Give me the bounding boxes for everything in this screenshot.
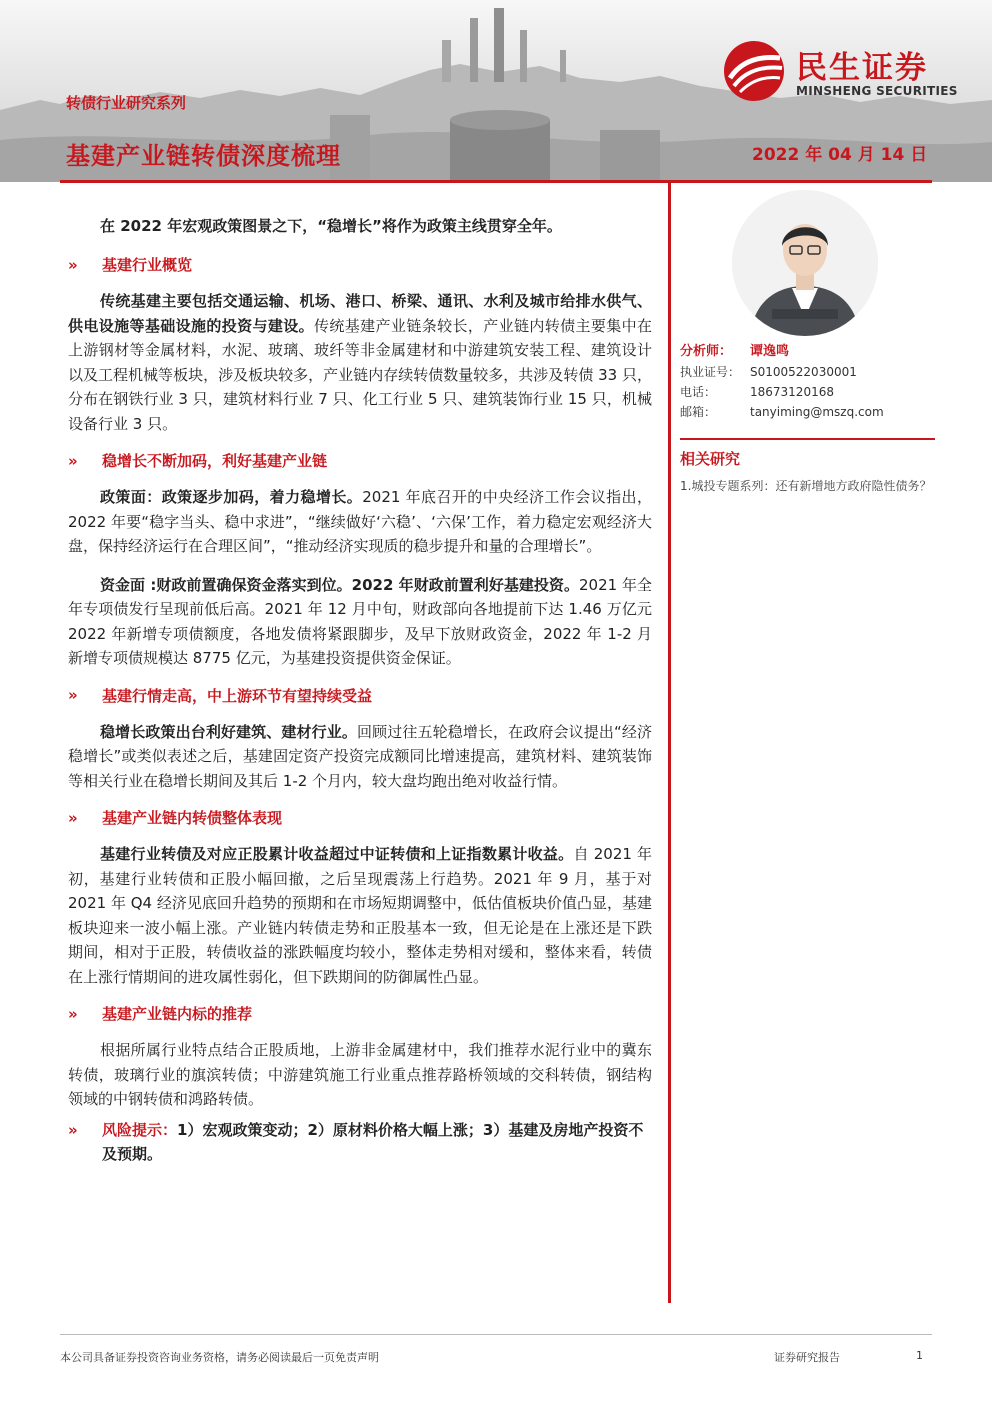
paragraph-bold: 资金面 :财政前置确保资金落实到位。2022 年财政前置利好基建投资。 bbox=[100, 575, 579, 594]
related-research-title: 相关研究 bbox=[680, 450, 741, 468]
paragraph-text: 2021 年全年专项债发行呈现前低后高。2021 年 12 月中旬，财政部向各地提前下达 1.46 万亿元 2022 年新增专项债额度，各地发债将紧跟脚步，及早下放财政资金，2022 年 1-2 月新增专项债规模达 8775 亿元，为基建投资提供资金保证。 bbox=[68, 575, 652, 667]
section-label: 基建行业概览 bbox=[102, 256, 193, 274]
phone-value: 18673120168 bbox=[750, 385, 834, 399]
section-heading bbox=[68, 685, 652, 706]
column-divider bbox=[668, 183, 671, 1303]
minsheng-swoosh-icon bbox=[720, 38, 792, 104]
analyst-photo bbox=[732, 190, 878, 336]
section-label: 稳增长不断加码，利好基建产业链 bbox=[102, 452, 328, 470]
paragraph bbox=[68, 289, 652, 436]
section-heading bbox=[68, 1003, 652, 1024]
footer-divider bbox=[60, 1334, 932, 1335]
risk-warning bbox=[68, 1118, 652, 1167]
paragraph bbox=[68, 720, 652, 794]
minsheng-logo bbox=[720, 38, 970, 104]
phone-label: 电话： bbox=[680, 385, 717, 399]
paragraph-text: 根据所属行业特点结合正股质地，上游非金属建材中，我们推荐水泥行业中的冀东转债，玻璃行业的旗滨转债；中游建筑施工行业重点推荐路桥领域的交科转债，钢结构领域的中钢转债和鸿路转债。 bbox=[68, 1041, 652, 1108]
header-banner bbox=[0, 0, 992, 182]
analyst-name: 谭逸鸣 bbox=[750, 344, 790, 359]
paragraph-bold: 稳增长政策出台利好建筑、建材行业。 bbox=[100, 722, 357, 741]
footer-report-type: 证券研究报告 bbox=[774, 1351, 840, 1364]
page-title: 基建产业链转债深度梳理 bbox=[66, 142, 341, 170]
section-label: 基建行情走高，中上游环节有望持续受益 bbox=[102, 686, 373, 705]
section-label: 基建产业链内标的推荐 bbox=[102, 1005, 253, 1023]
section-heading bbox=[68, 450, 652, 471]
paragraph bbox=[68, 485, 652, 559]
report-date: 2022 年 04 月 14 日 bbox=[752, 145, 928, 165]
section-label: 基建产业链内转债整体表现 bbox=[102, 809, 283, 827]
chevron-right-icon: » bbox=[68, 255, 78, 274]
paragraph-text: 自 2021 年初，基建行业转债和正股小幅回撤，之后呈现震荡上行趋势。2021 年 9 月，基于对 2021 年 Q4 经济见底回升趋势的预期和在市场短期调整中，低估值板块价值凸显，基建板块迎来一波小幅上涨。产业链内转债走势和正股基本一致，但无论是在上涨还是下跌期间，相对于正股，转债收益的涨跌幅度均较小，整体走势相对缓和，整体来看，转债在上涨行情期间的进攻属性弱化，但下跌期间的防御属性凸显。 bbox=[68, 845, 652, 986]
email-link[interactable]: tanyiming@mszq.com bbox=[750, 405, 884, 419]
chevron-right-icon: » bbox=[68, 451, 78, 470]
sidebar-divider bbox=[680, 438, 935, 440]
logo-text-cn: 民生证券 bbox=[796, 50, 928, 86]
page-number: 1 bbox=[916, 1349, 923, 1362]
paragraph-bold: 政策面：政策逐步加码，着力稳增长。 bbox=[100, 488, 363, 506]
paragraph-text: 2021 年底召开的中央经济工作会议指出，2022 年要“稳字当头、稳中求进”，“继续做好‘六稳’、‘六保’工作，着力稳定宏观经济大盘，保持经济运行在合理区间”，“推动经济实现质的稳步提升和量的合理增长”。 bbox=[68, 488, 652, 555]
chevron-right-icon: » bbox=[68, 808, 78, 827]
analyst-role-label: 分析师： bbox=[680, 344, 733, 359]
analyst-email-row bbox=[680, 402, 936, 422]
section-heading bbox=[68, 807, 652, 828]
paragraph-text: 回顾过往五轮稳增长，在政府会议提出“经济稳增长”或类似表述之后，基建固定资产投资完成额同比增速提高，建筑材料、建筑装饰等相关行业在稳增长期间及其后 1-2 个月内，较大盘均跑出绝对收益行情。 bbox=[68, 722, 652, 790]
logo-text-en: MINSHENG SECURITIES bbox=[796, 84, 958, 98]
series-label: 转债行业研究系列 bbox=[66, 94, 187, 112]
paragraph bbox=[68, 1038, 652, 1112]
paragraph bbox=[68, 573, 652, 671]
paragraph bbox=[68, 842, 652, 989]
paragraph-bold: 传统基建主要包括交通运输、机场、港口、桥梁、通讯、水利及城市给排水供气、供电设施等基础设施的投资与建设。 bbox=[68, 292, 652, 335]
chevron-right-icon: » bbox=[68, 686, 78, 704]
paragraph-text: 传统基建产业链条较长，产业链内转债主要集中在上游钢材等金属材料，水泥、玻璃、玻纤等非金属建材和中游建筑安装工程、建筑设计以及工程机械等板块，涉及板块较多，产业链内存续转债数量较多，共涉及转债 33 只，分布在钢铁行业 3 只，建筑材料行业 7 只、化工行业 5 只、建筑装饰行业 15 只，机械设备行业 3 只。 bbox=[68, 316, 652, 433]
cert-label: 执业证号： bbox=[680, 365, 741, 379]
main-content bbox=[68, 214, 652, 1167]
paragraph-bold: 基建行业转债及对应正股累计收益超过中证转债和上证指数累计收益。 bbox=[100, 845, 574, 863]
cert-value: S0100522030001 bbox=[750, 365, 857, 379]
analyst-info bbox=[680, 342, 936, 422]
lead-sentence: 在 2022 年宏观政策图景之下，“稳增长”将作为政策主线贯穿全年。 bbox=[100, 217, 562, 235]
header-divider bbox=[60, 180, 932, 183]
chevron-right-icon: » bbox=[68, 1120, 78, 1139]
analyst-portrait bbox=[732, 190, 878, 336]
footer-disclaimer: 本公司具备证券投资咨询业务资格，请务必阅读最后一页免责声明 bbox=[60, 1351, 379, 1364]
risk-text: 1）宏观政策变动；2）原材料价格大幅上涨；3）基建及房地产投资不及预期。 bbox=[102, 1120, 644, 1163]
analyst-cert-row bbox=[680, 362, 936, 382]
section-heading bbox=[68, 254, 652, 275]
analyst-phone-row bbox=[680, 382, 936, 402]
chevron-right-icon: » bbox=[68, 1004, 78, 1023]
analyst-name-row bbox=[680, 342, 936, 362]
email-label: 邮箱： bbox=[680, 405, 717, 419]
related-research-item[interactable]: 1.城投专题系列：还有新增地方政府隐性债务？ bbox=[680, 479, 932, 493]
risk-label: 风险提示： bbox=[102, 1120, 178, 1139]
